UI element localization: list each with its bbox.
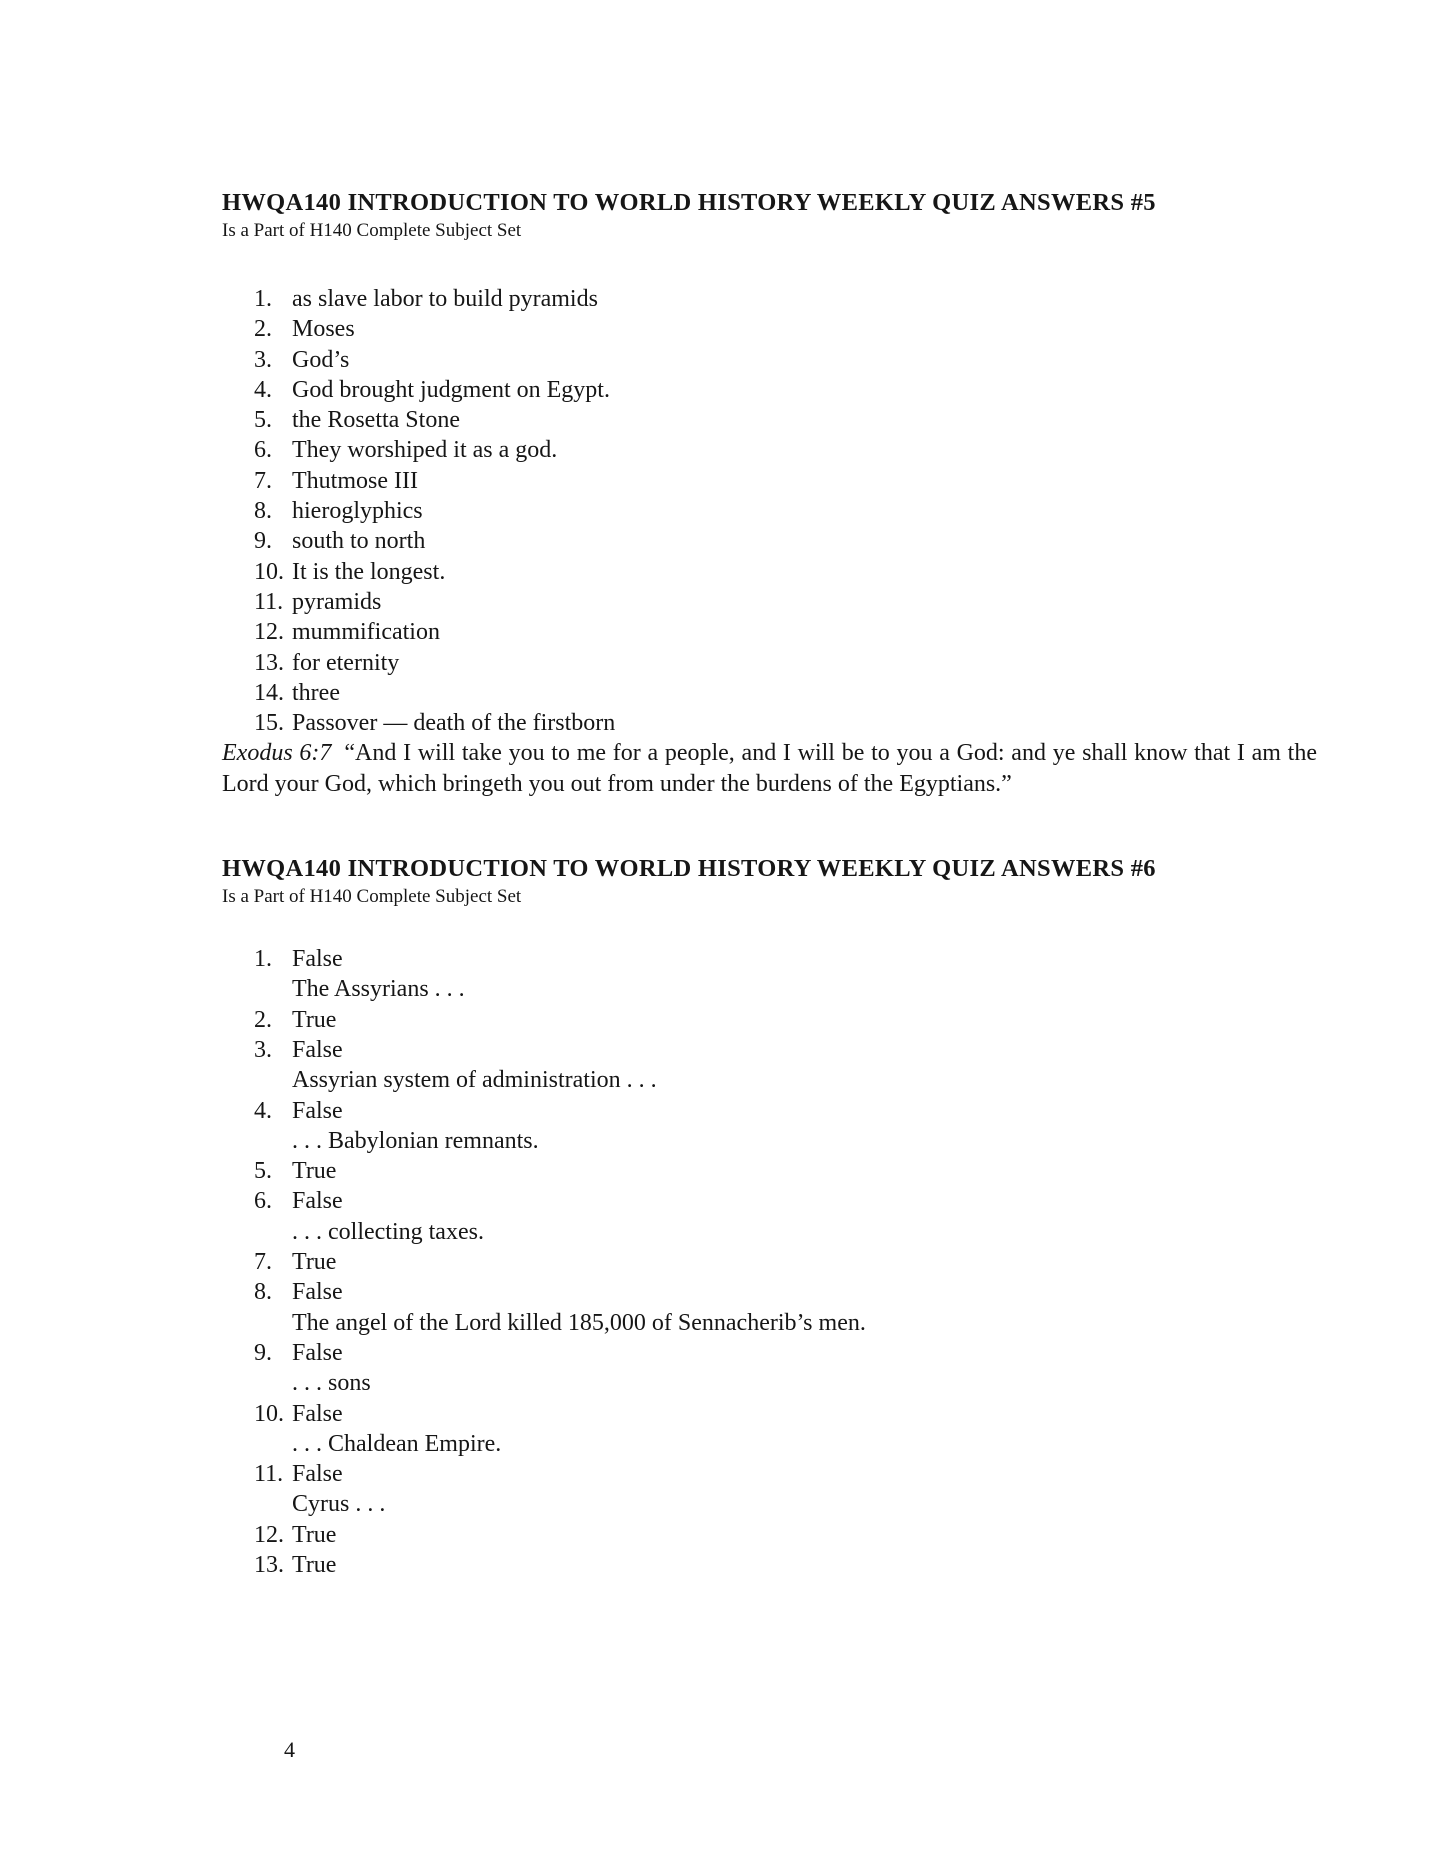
section-quiz-6 bbox=[222, 854, 1317, 1580]
item-text: True bbox=[292, 1521, 337, 1548]
answer-list-quiz-6 bbox=[254, 944, 1317, 1580]
item-text: the Rosetta Stone bbox=[292, 407, 460, 434]
list-item bbox=[254, 314, 1317, 344]
list-item bbox=[254, 1459, 1317, 1489]
item-number: 13. bbox=[254, 649, 284, 676]
indent-spacer bbox=[254, 1217, 292, 1247]
list-item bbox=[254, 1247, 1317, 1277]
indent-spacer bbox=[254, 974, 292, 1004]
item-text: False bbox=[292, 1188, 343, 1215]
indent-spacer bbox=[254, 1489, 292, 1519]
item-text: Moses bbox=[292, 316, 355, 343]
scripture-text: “And I will take you to me for a people, and I will be to you a God: and ye shall know that I am the Lord your God, which bringeth you out from under the burdens of the Egyptians.” bbox=[222, 740, 1317, 797]
item-number: 3. bbox=[254, 346, 272, 373]
indent-spacer bbox=[254, 1065, 292, 1095]
item-text: False bbox=[292, 946, 343, 973]
item-text: as slave labor to build pyramids bbox=[292, 286, 598, 312]
item-text: False bbox=[292, 1036, 343, 1063]
list-item bbox=[254, 435, 1317, 465]
item-number: 15. bbox=[254, 710, 284, 737]
list-item bbox=[254, 944, 1317, 974]
list-item bbox=[254, 1186, 1317, 1216]
item-number: 10. bbox=[254, 558, 284, 585]
list-item bbox=[254, 648, 1317, 678]
item-number: 13. bbox=[254, 1551, 284, 1578]
list-item bbox=[254, 587, 1317, 617]
page-content bbox=[222, 188, 1317, 1580]
list-item bbox=[254, 708, 1317, 738]
item-number: 1. bbox=[254, 946, 272, 973]
item-number: 7. bbox=[254, 467, 272, 494]
item-note: The angel of the Lord killed 185,000 of Sennacherib’s men. bbox=[292, 1309, 866, 1336]
item-text: False bbox=[292, 1400, 343, 1427]
item-number: 12. bbox=[254, 619, 284, 646]
section-title: HWQA140 INTRODUCTION TO WORLD HISTORY WEEKLY QUIZ ANSWERS #5 bbox=[222, 189, 1156, 216]
item-number: 2. bbox=[254, 1006, 272, 1033]
item-text: True bbox=[292, 1158, 337, 1185]
item-text: Passover — death of the firstborn bbox=[292, 710, 616, 737]
item-note: . . . Babylonian remnants. bbox=[292, 1127, 539, 1154]
list-item-continuation bbox=[254, 1429, 1317, 1459]
item-text: False bbox=[292, 1461, 343, 1488]
scripture-quote bbox=[222, 738, 1317, 799]
item-text: God brought judgment on Egypt. bbox=[292, 376, 610, 403]
item-number: 1. bbox=[254, 286, 272, 312]
item-number: 8. bbox=[254, 498, 272, 525]
item-text: mummification bbox=[292, 619, 440, 646]
list-item-continuation bbox=[254, 1065, 1317, 1095]
item-text: pyramids bbox=[292, 588, 382, 615]
item-text: False bbox=[292, 1339, 343, 1366]
item-number: 7. bbox=[254, 1249, 272, 1276]
item-note: . . . collecting taxes. bbox=[292, 1218, 484, 1245]
list-item-continuation bbox=[254, 1368, 1317, 1398]
item-text: south to north bbox=[292, 528, 426, 555]
indent-spacer bbox=[254, 1308, 292, 1338]
list-item bbox=[254, 1550, 1317, 1580]
item-number: 4. bbox=[254, 376, 272, 403]
indent-spacer bbox=[254, 1368, 292, 1398]
item-number: 3. bbox=[254, 1036, 272, 1063]
list-item bbox=[254, 345, 1317, 375]
item-number: 4. bbox=[254, 1097, 272, 1124]
item-number: 9. bbox=[254, 1339, 272, 1366]
indent-spacer bbox=[254, 1429, 292, 1459]
list-item bbox=[254, 526, 1317, 556]
item-number: 6. bbox=[254, 437, 272, 464]
section-subtitle: Is a Part of H140 Complete Subject Set bbox=[222, 220, 522, 241]
item-number: 5. bbox=[254, 1158, 272, 1185]
item-text: It is the longest. bbox=[292, 558, 446, 585]
list-item bbox=[254, 1005, 1317, 1035]
list-item bbox=[254, 678, 1317, 708]
item-number: 12. bbox=[254, 1521, 284, 1548]
item-number: 10. bbox=[254, 1400, 284, 1427]
item-text: True bbox=[292, 1249, 337, 1276]
list-item bbox=[254, 1338, 1317, 1368]
item-text: Thutmose III bbox=[292, 467, 418, 494]
list-item-continuation bbox=[254, 1217, 1317, 1247]
list-item bbox=[254, 405, 1317, 435]
section-subtitle: Is a Part of H140 Complete Subject Set bbox=[222, 886, 522, 908]
page-number: 4 bbox=[284, 1737, 295, 1762]
list-item-continuation bbox=[254, 1489, 1317, 1519]
item-text: They worshiped it as a god. bbox=[292, 437, 558, 464]
item-note: . . . sons bbox=[292, 1370, 371, 1397]
list-item bbox=[254, 1399, 1317, 1429]
list-item bbox=[254, 557, 1317, 587]
item-text: False bbox=[292, 1097, 343, 1124]
answer-list-quiz-5 bbox=[254, 284, 1317, 738]
list-item-continuation bbox=[254, 974, 1317, 1004]
section-quiz-5 bbox=[222, 188, 1317, 799]
list-item bbox=[254, 1277, 1317, 1307]
item-text: God’s bbox=[292, 346, 350, 373]
list-item-continuation bbox=[254, 1126, 1317, 1156]
item-text: True bbox=[292, 1006, 337, 1033]
list-item bbox=[254, 617, 1317, 647]
list-item bbox=[254, 284, 1317, 314]
item-number: 9. bbox=[254, 528, 272, 555]
list-item bbox=[254, 1520, 1317, 1550]
item-number: 6. bbox=[254, 1188, 272, 1215]
item-number: 2. bbox=[254, 316, 272, 343]
item-number: 5. bbox=[254, 407, 272, 434]
section-title: HWQA140 INTRODUCTION TO WORLD HISTORY WEEKLY QUIZ ANSWERS #6 bbox=[222, 855, 1156, 883]
item-text: True bbox=[292, 1551, 337, 1578]
list-item bbox=[254, 466, 1317, 496]
item-note: . . . Chaldean Empire. bbox=[292, 1430, 502, 1457]
item-text: False bbox=[292, 1279, 343, 1306]
item-number: 11. bbox=[254, 1461, 284, 1488]
list-item bbox=[254, 1156, 1317, 1186]
list-item bbox=[254, 375, 1317, 405]
item-number: 8. bbox=[254, 1279, 272, 1306]
list-item bbox=[254, 1035, 1317, 1065]
item-text: for eternity bbox=[292, 649, 400, 676]
list-item-continuation bbox=[254, 1308, 1317, 1338]
item-number: 11. bbox=[254, 588, 284, 615]
indent-spacer bbox=[254, 1126, 292, 1156]
list-item bbox=[254, 496, 1317, 526]
list-item bbox=[254, 1096, 1317, 1126]
item-text: hieroglyphics bbox=[292, 498, 423, 525]
item-note: Assyrian system of administration . . . bbox=[292, 1067, 657, 1094]
item-note: The Assyrians . . . bbox=[292, 976, 465, 1003]
item-text: three bbox=[292, 679, 340, 706]
item-number: 14. bbox=[254, 679, 284, 706]
scripture-reference: Exodus 6:7 bbox=[222, 740, 332, 767]
item-note: Cyrus . . . bbox=[292, 1491, 386, 1518]
